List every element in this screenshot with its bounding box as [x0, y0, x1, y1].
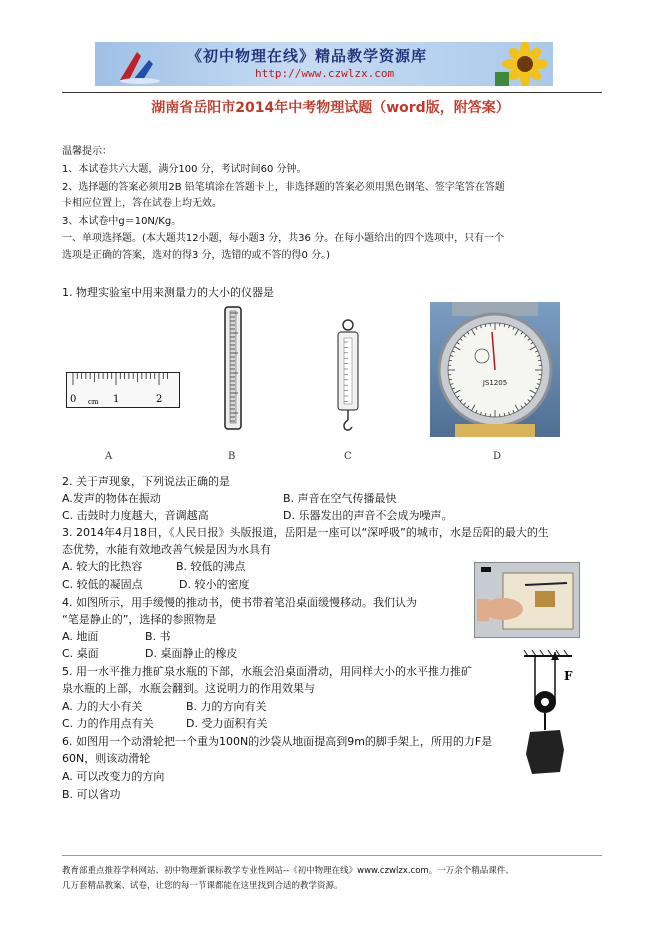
ruler-image	[66, 372, 180, 408]
section-1-heading: 一、单项选择题。(本大题共12小题，每小题3 分，共36 分。在每小题给出的四个选项中，只有一个	[62, 233, 505, 244]
graduated-tube-image	[222, 305, 244, 431]
q5-option-a: A. 力的大小有关	[62, 700, 143, 713]
header-rule	[62, 92, 602, 93]
ruler-tick-2: 2	[156, 394, 163, 405]
instruction-2a: 2、选择题的答案必须用2B 铅笔填涂在答题卡上，非选择题的答案必须用黑色钢笔、签字笔答在答题	[62, 182, 505, 193]
q4-option-b: B. 书	[145, 630, 171, 643]
instructions-heading: 温馨提示：	[62, 146, 112, 157]
q4-stem-2: “笔是静止的”，选择的参照物是	[62, 613, 217, 626]
q5-option-d: D. 受力面积有关	[186, 717, 268, 730]
q4-option-a: A. 地面	[62, 630, 99, 643]
stopwatch-label: JS1205	[482, 379, 508, 387]
q5-stem-2: 泉水瓶的上部，水瓶会翻到。这说明力的作用效果与	[62, 682, 315, 695]
ruler-unit: cm	[88, 398, 99, 406]
q2-option-c: C. 击鼓时力度越大，音调越高	[62, 509, 209, 522]
q6-stem-2: 60N，则该动滑轮	[62, 752, 151, 765]
q3-option-b: B. 较低的沸点	[176, 560, 246, 573]
q4-option-c: C. 桌面	[62, 647, 99, 660]
header-banner	[95, 42, 553, 86]
q6-option-b: B. 可以省功	[62, 788, 121, 801]
footer-rule	[62, 855, 602, 856]
banner-url[interactable]: http://www.czwlzx.com	[255, 67, 395, 80]
q5-option-b: B. 力的方向有关	[186, 700, 267, 713]
ruler-tick-1: 1	[113, 394, 120, 405]
q6-stem-1: 6. 如图用一个动滑轮把一个重为100N的沙袋从地面提高到9m的脚手架上，所用的力F是	[62, 735, 493, 748]
footer-line-2: 几万套精品教案、试卷，让您的每一节课都能在这里找到合适的教学资源。	[62, 881, 343, 891]
q4-stem-1: 4. 如图所示，用手缓慢的推动书，使书带着笔沿桌面缓慢移动。我们认为	[62, 596, 417, 609]
q2-option-b: B. 声音在空气传播最快	[283, 492, 397, 505]
q3-option-c: C. 较低的凝固点	[62, 578, 143, 591]
pulley-diagram	[520, 650, 594, 780]
q4-option-d: D. 桌面静止的橡皮	[145, 647, 238, 660]
instruction-1: 1、本试卷共六大题，满分100 分，考试时间60 分钟。	[62, 164, 307, 175]
q1-stem: 1. 物理实验室中用来测量力的大小的仪器是	[62, 286, 274, 299]
q3-stem-1: 3. 2014年4月18日，《人民日报》头版报道，岳阳是一座可以“深呼吸”的城市，水是岳阳的最大的生	[62, 526, 549, 539]
footer-line-1: 教育部重点推荐学科网站、初中物理新课标教学专业性网站--《初中物理在线》www.czwlzx.com。一万余个精品课件、	[62, 866, 514, 876]
stopwatch-image	[430, 302, 560, 437]
q3-option-d: D. 较小的密度	[179, 578, 250, 591]
force-label: F	[564, 669, 573, 683]
q2-option-d: D. 乐器发出的声音不会成为噪声。	[283, 509, 453, 522]
q3-option-a: A. 较大的比热容	[62, 560, 143, 573]
site-logo	[115, 46, 165, 84]
sunflower-icon	[495, 42, 553, 86]
q3-stem-2: 态优势，水能有效地改善气候是因为水具有	[62, 543, 271, 556]
q1-label-d: D	[493, 451, 502, 462]
spring-scale-image	[332, 318, 364, 436]
q2-option-a: A.发声的物体在振动	[62, 492, 161, 505]
q2-stem: 2. 关于声现象，下列说法正确的是	[62, 475, 230, 488]
page-title: 湖南省岳阳市2014年中考物理试题（word版，附答案）	[151, 100, 510, 116]
q1-label-a: A	[105, 451, 113, 462]
q6-option-a: A. 可以改变力的方向	[62, 770, 165, 783]
q1-label-c: C	[344, 451, 352, 462]
instruction-2b: 卡相应位置上，答在试卷上均无效。	[62, 198, 222, 209]
q1-label-b: B	[228, 451, 236, 462]
q5-option-c: C. 力的作用点有关	[62, 717, 154, 730]
book-push-image	[474, 562, 580, 638]
instruction-3: 3、本试卷中g＝10N/Kg。	[62, 216, 182, 227]
ruler-tick-0: 0	[70, 394, 77, 405]
banner-title: 《初中物理在线》精品教学资源库	[187, 47, 428, 65]
section-1-heading-cont: 选项是正确的答案，选对的得3 分，选错的或不答的得0 分。)	[62, 250, 330, 261]
q5-stem-1: 5. 用一水平推力推矿泉水瓶的下部，水瓶会沿桌面滑动，用同样大小的水平推力推矿	[62, 665, 472, 678]
